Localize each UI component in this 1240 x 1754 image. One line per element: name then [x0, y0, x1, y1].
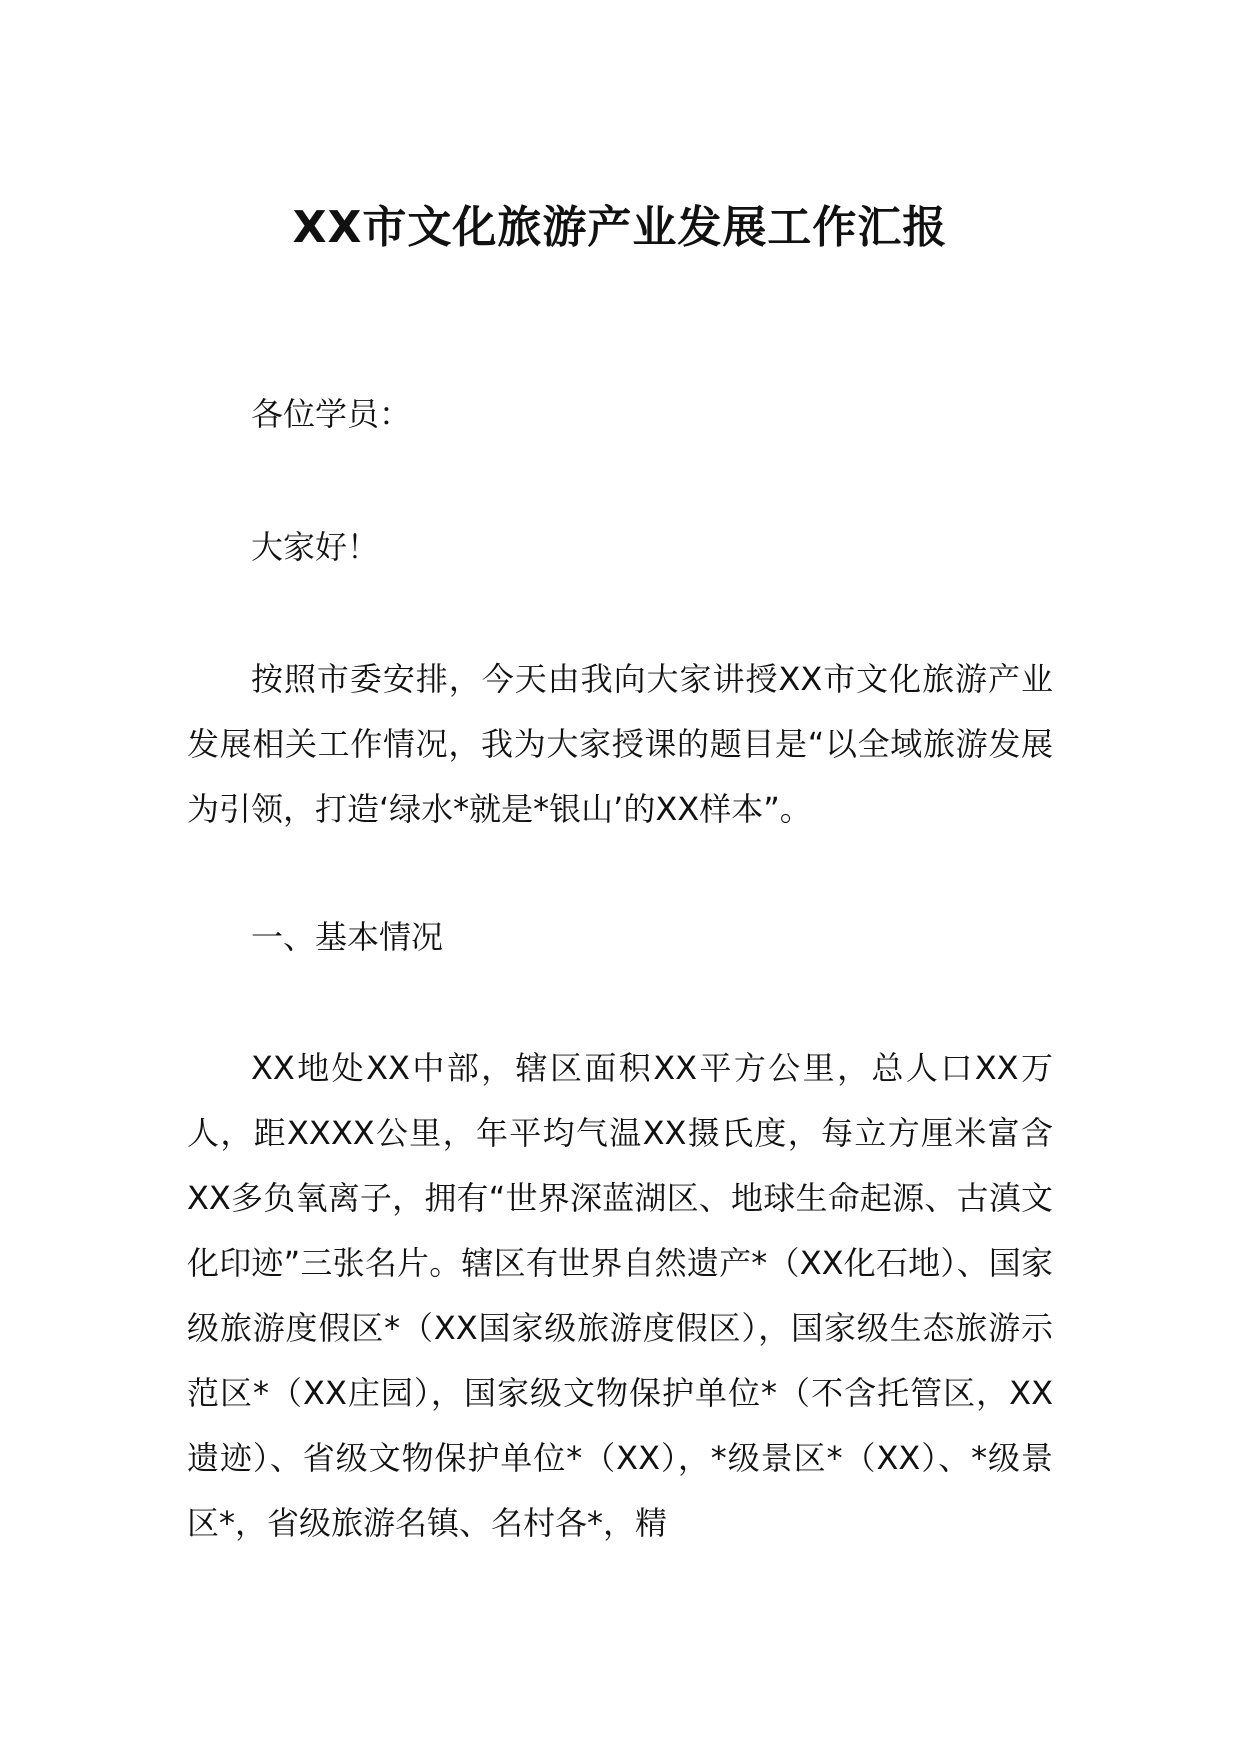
greeting: 大家好！ — [251, 528, 380, 566]
paragraph-intro: 按照市委安排，今天由我向大家讲授XX市文化旅游产业发展相关工作情况，我为大家授课的题目是“以全域旅游发展为引领，打造‘绿水*就是*银山’的XX样本”。 — [187, 660, 1053, 828]
document-title: XX市文化旅游产业发展工作汇报 — [292, 202, 948, 253]
paragraph-basic-info: XX地处XX中部，辖区面积XX平方公里，总人口XX万人，距XXXX公里，年平均气温XX摄氏度，每立方厘米富含XX多负氧离子，拥有“世界深蓝湖区、地球生命起源、古滇文化印迹”三张名片。辖区有世界自然遗产*（XX化石地）、国家级旅游度假区*（XX国家级旅游度假区），国家级生态旅游示范区*（XX庄园），国家级文物保护单位*（不含托管区，XX遗迹）、省级文物保护单位*（XX），*级景区*（XX）、*级景区*，省级旅游名镇、名村各*，精 — [187, 1049, 1053, 1542]
section-heading: 一、基本情况 — [251, 918, 444, 956]
salutation: 各位学员： — [251, 395, 412, 433]
